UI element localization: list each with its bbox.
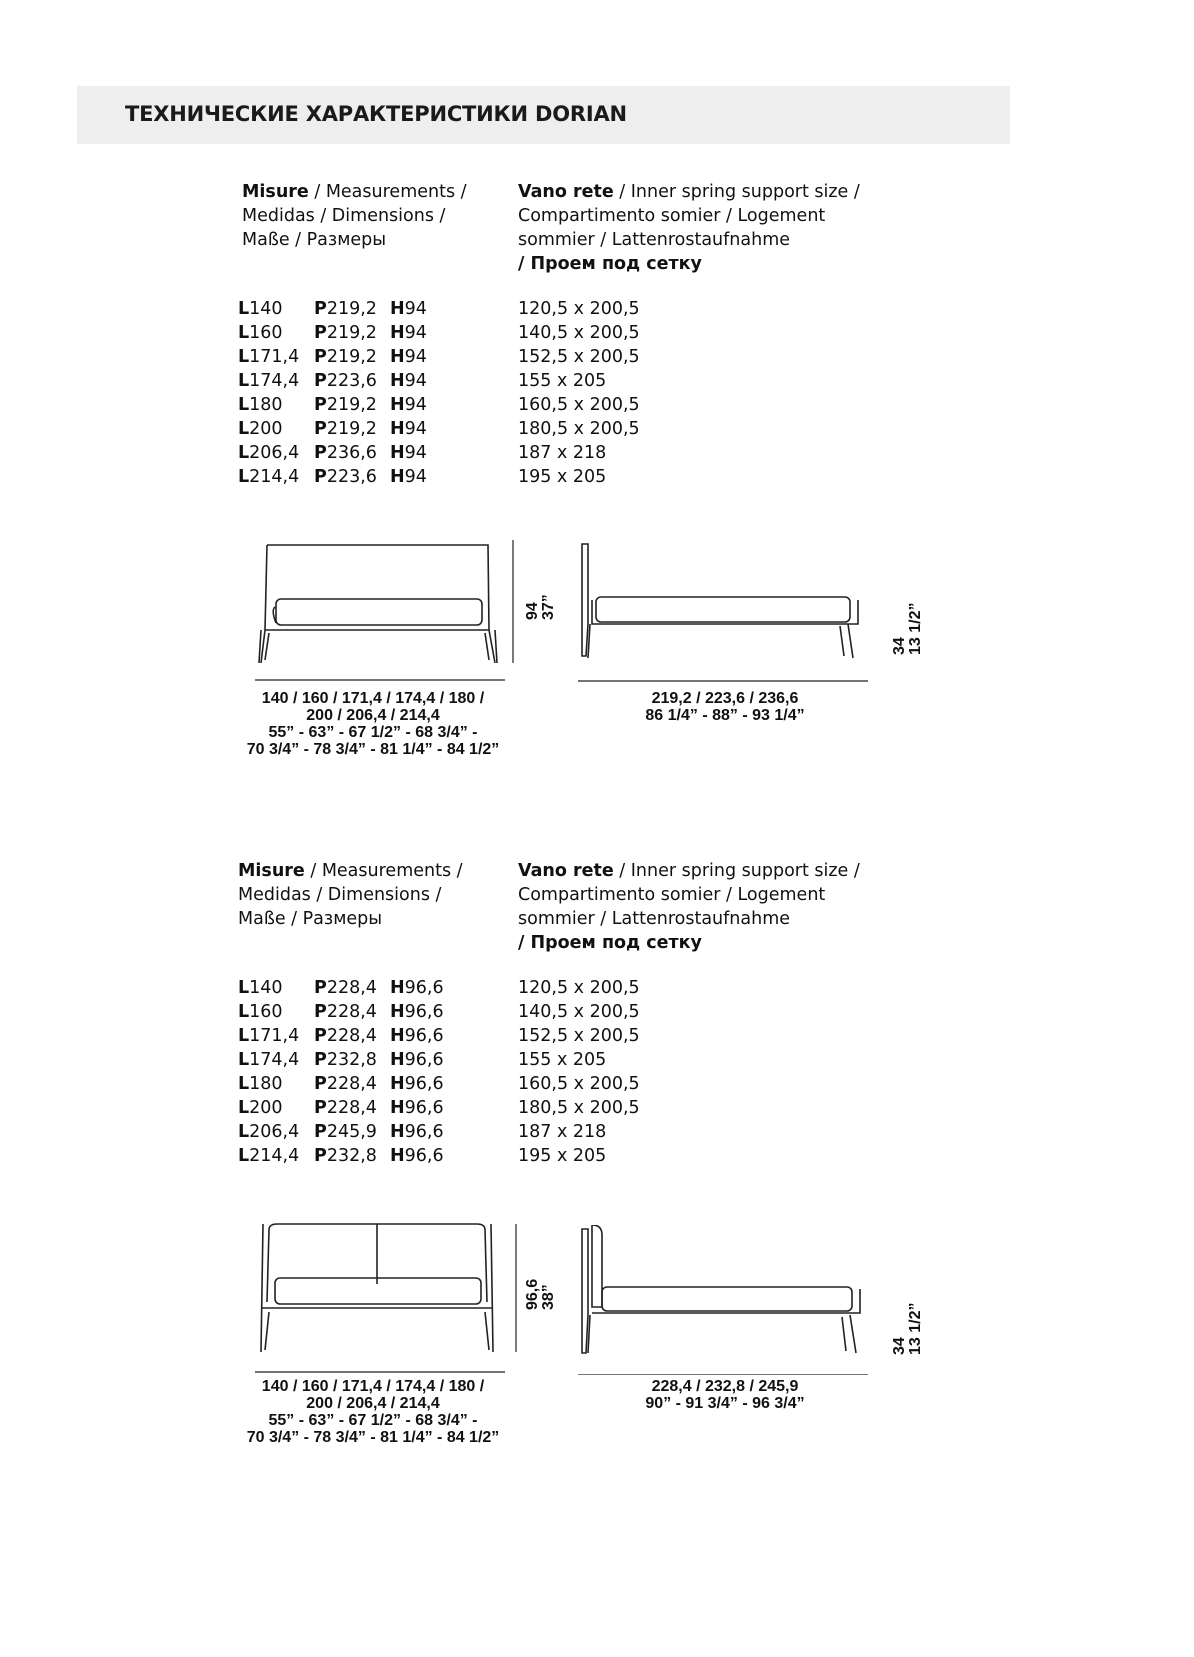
dim-l xyxy=(238,441,299,465)
dim-value: 219,2 xyxy=(326,347,377,367)
front-dim-in-line2: 70 3/4” - 78 3/4” - 81 1/4” - 84 1/2” xyxy=(246,1429,500,1446)
dim-value: 96,6 xyxy=(404,1050,444,1070)
side-dims xyxy=(600,690,850,724)
dim-letter: L xyxy=(238,1002,250,1022)
section-header xyxy=(77,86,1010,144)
dim-l xyxy=(238,1072,283,1096)
dim-l xyxy=(238,1096,283,1120)
height-dim-in: 38” xyxy=(540,1284,557,1310)
dim-p xyxy=(314,441,377,465)
height-dim-label xyxy=(525,1279,557,1310)
side-view-drawing xyxy=(578,540,878,685)
support-label xyxy=(518,859,860,955)
height-dim-in: 37” xyxy=(540,594,557,620)
seat-height-label xyxy=(892,603,924,655)
dim-p xyxy=(314,1072,377,1096)
dim-letter: L xyxy=(238,347,250,367)
measures-label xyxy=(238,859,463,931)
dim-l xyxy=(238,393,283,417)
support-row: 120,5 x 200,5 xyxy=(518,299,640,319)
dim-h xyxy=(390,297,427,321)
dim-value: 96,6 xyxy=(404,1122,444,1142)
support-row: 160,5 x 200,5 xyxy=(518,395,640,415)
dim-h xyxy=(390,345,427,369)
front-dim-in-line2: 70 3/4” - 78 3/4” - 81 1/4” - 84 1/2” xyxy=(246,741,500,758)
dim-p xyxy=(314,417,377,441)
dim-letter: L xyxy=(238,323,250,343)
dim-letter: L xyxy=(238,299,250,319)
dim-value: 232,8 xyxy=(326,1050,377,1070)
dim-letter: P xyxy=(314,467,327,487)
dim-h xyxy=(390,1096,444,1120)
measures-label-line3: Maße / Размеры xyxy=(242,230,387,250)
dim-letter: P xyxy=(314,1026,327,1046)
dim-p xyxy=(314,1096,377,1120)
dim-value: 171,4 xyxy=(249,1026,300,1046)
dim-letter: P xyxy=(314,1002,327,1022)
support-row: 160,5 x 200,5 xyxy=(518,1074,640,1094)
seat-dim-in: 13 1/2” xyxy=(907,602,924,655)
dim-letter: H xyxy=(390,299,405,319)
side-mattress xyxy=(602,1287,852,1311)
dim-l xyxy=(238,297,283,321)
front-dims xyxy=(228,1378,518,1446)
measures-label-line3: Maße / Размеры xyxy=(238,909,383,929)
dim-l xyxy=(238,465,299,489)
dim-letter: P xyxy=(314,299,327,319)
dim-value: 180 xyxy=(249,1074,283,1094)
dim-value: 228,4 xyxy=(326,1026,377,1046)
dim-letter: L xyxy=(238,1146,250,1166)
side-headboard xyxy=(582,1229,588,1353)
dim-value: 200 xyxy=(249,419,283,439)
support-row: 152,5 x 200,5 xyxy=(518,347,640,367)
dim-l xyxy=(238,1048,299,1072)
front-dim-cm-line2: 200 / 206,4 / 214,4 xyxy=(306,707,440,724)
support-label-bold: Vano rete xyxy=(518,861,614,881)
dim-value: 94 xyxy=(404,419,427,439)
dim-h xyxy=(390,1000,444,1024)
dim-value: 206,4 xyxy=(249,443,300,463)
dim-letter: H xyxy=(390,443,405,463)
dim-letter: H xyxy=(390,1122,405,1142)
dim-value: 96,6 xyxy=(404,1026,444,1046)
dim-value: 96,6 xyxy=(404,1098,444,1118)
support-label-line4: / Проем под сетку xyxy=(518,254,702,274)
dim-value: 140 xyxy=(249,299,283,319)
headboard-frame xyxy=(261,545,495,663)
dim-value: 223,6 xyxy=(326,371,377,391)
side-dim-in: 90” - 91 3/4” - 96 3/4” xyxy=(645,1395,805,1412)
dim-value: 214,4 xyxy=(249,1146,300,1166)
dim-l xyxy=(238,345,299,369)
dim-h xyxy=(390,369,427,393)
dim-p xyxy=(314,345,377,369)
side-dims xyxy=(600,1378,850,1412)
support-label-line4: / Проем под сетку xyxy=(518,933,702,953)
height-dim-cm: 94 xyxy=(524,602,541,620)
dim-value: 180 xyxy=(249,395,283,415)
side-view-drawing xyxy=(578,1225,878,1375)
dim-letter: L xyxy=(238,1026,250,1046)
measures-label-line1: / Measurements / xyxy=(308,182,467,202)
support-label-line3: sommier / Lattenrostaufnahme xyxy=(518,909,791,929)
dim-value: 223,6 xyxy=(326,467,377,487)
dim-value: 96,6 xyxy=(404,978,444,998)
dim-h xyxy=(390,1048,444,1072)
dim-letter: H xyxy=(390,1098,405,1118)
dim-letter: L xyxy=(238,1122,250,1142)
dim-l xyxy=(238,369,299,393)
seat-dim-cm: 34 xyxy=(891,637,908,655)
support-row: 152,5 x 200,5 xyxy=(518,1026,640,1046)
dim-value: 94 xyxy=(404,395,427,415)
support-label-line1: / Inner spring support size / xyxy=(613,861,860,881)
front-view-drawing xyxy=(255,535,535,685)
side-mattress xyxy=(596,597,850,622)
side-dim-cm: 228,4 / 232,8 / 245,9 xyxy=(651,1378,799,1395)
dim-l xyxy=(238,1120,299,1144)
dim-value: 96,6 xyxy=(404,1074,444,1094)
dim-value: 94 xyxy=(404,347,427,367)
support-label-line3: sommier / Lattenrostaufnahme xyxy=(518,230,791,250)
dim-p xyxy=(314,297,377,321)
measures-label-line1: / Measurements / xyxy=(304,861,463,881)
dim-l xyxy=(238,976,283,1000)
dim-letter: H xyxy=(390,419,405,439)
dim-letter: P xyxy=(314,395,327,415)
dim-letter: L xyxy=(238,419,250,439)
front-dim-cm-line1: 140 / 160 / 171,4 / 174,4 / 180 / xyxy=(261,1378,485,1395)
front-dim-cm-line1: 140 / 160 / 171,4 / 174,4 / 180 / xyxy=(261,690,485,707)
support-row: 187 x 218 xyxy=(518,1122,607,1142)
dim-letter: P xyxy=(314,419,327,439)
front-dim-in-line1: 55” - 63” - 67 1/2” - 68 3/4” - xyxy=(268,1412,478,1429)
support-list xyxy=(518,976,640,1168)
dim-value: 206,4 xyxy=(249,1122,300,1142)
support-row: 120,5 x 200,5 xyxy=(518,978,640,998)
dim-h xyxy=(390,1072,444,1096)
dim-letter: P xyxy=(314,1050,327,1070)
dim-h xyxy=(390,441,427,465)
dim-l xyxy=(238,1024,299,1048)
dim-letter: L xyxy=(238,443,250,463)
support-row: 187 x 218 xyxy=(518,443,607,463)
dim-letter: L xyxy=(238,978,250,998)
mattress xyxy=(275,1278,481,1304)
dim-value: 96,6 xyxy=(404,1002,444,1022)
dim-value: 94 xyxy=(404,371,427,391)
dim-value: 200 xyxy=(249,1098,283,1118)
dim-value: 94 xyxy=(404,467,427,487)
support-row: 180,5 x 200,5 xyxy=(518,419,640,439)
dim-h xyxy=(390,393,427,417)
dim-letter: P xyxy=(314,1098,327,1118)
dim-value: 94 xyxy=(404,299,427,319)
mattress xyxy=(276,599,482,625)
support-label-line1: / Inner spring support size / xyxy=(613,182,860,202)
dim-value: 96,6 xyxy=(404,1146,444,1166)
page-title: ТЕХНИЧЕСКИЕ ХАРАКТЕРИСТИКИ DORIAN xyxy=(125,102,627,126)
dim-letter: H xyxy=(390,467,405,487)
dim-value: 171,4 xyxy=(249,347,300,367)
dim-p xyxy=(314,1000,377,1024)
dim-letter: P xyxy=(314,1074,327,1094)
dim-letter: L xyxy=(238,1098,250,1118)
seat-dim-cm: 34 xyxy=(891,1337,908,1355)
dim-p xyxy=(314,1120,377,1144)
dim-value: 174,4 xyxy=(249,1050,300,1070)
dim-l xyxy=(238,1144,299,1168)
dim-value: 219,2 xyxy=(326,299,377,319)
dim-value: 160 xyxy=(249,323,283,343)
dim-value: 232,8 xyxy=(326,1146,377,1166)
dim-value: 219,2 xyxy=(326,323,377,343)
front-view-drawing xyxy=(255,1222,535,1377)
front-dim-in-line1: 55” - 63” - 67 1/2” - 68 3/4” - xyxy=(268,724,478,741)
side-headboard xyxy=(582,544,588,656)
dim-value: 140 xyxy=(249,978,283,998)
dim-h xyxy=(390,417,427,441)
dim-l xyxy=(238,417,283,441)
dim-value: 94 xyxy=(404,323,427,343)
dim-letter: P xyxy=(314,1122,327,1142)
support-label xyxy=(518,180,860,276)
headboard-cushions xyxy=(269,1224,487,1302)
dim-p xyxy=(314,369,377,393)
seat-height-label xyxy=(892,1303,924,1355)
dim-p xyxy=(314,1048,377,1072)
seat-dim-in: 13 1/2” xyxy=(907,1302,924,1355)
dim-h xyxy=(390,465,427,489)
support-row: 195 x 205 xyxy=(518,1146,607,1166)
dim-letter: H xyxy=(390,323,405,343)
dim-value: 219,2 xyxy=(326,419,377,439)
dim-letter: H xyxy=(390,978,405,998)
dim-letter: H xyxy=(390,1074,405,1094)
dim-l xyxy=(238,321,283,345)
dim-letter: P xyxy=(314,978,327,998)
support-label-line2: Compartimento somier / Logement xyxy=(518,206,826,226)
dim-letter: H xyxy=(390,347,405,367)
dim-letter: P xyxy=(314,443,327,463)
dim-h xyxy=(390,321,427,345)
dim-letter: H xyxy=(390,395,405,415)
height-dim-cm: 96,6 xyxy=(524,1278,541,1310)
dim-letter: L xyxy=(238,1050,250,1070)
dim-letter: L xyxy=(238,467,250,487)
dim-value: 214,4 xyxy=(249,467,300,487)
support-label-bold: Vano rete xyxy=(518,182,614,202)
dim-value: 174,4 xyxy=(249,371,300,391)
dim-p xyxy=(314,1144,377,1168)
dim-value: 160 xyxy=(249,1002,283,1022)
dim-letter: H xyxy=(390,371,405,391)
dim-value: 228,4 xyxy=(326,1074,377,1094)
dim-value: 228,4 xyxy=(326,1098,377,1118)
dim-value: 228,4 xyxy=(326,1002,377,1022)
measures-label-bold: Misure xyxy=(242,182,309,202)
dim-p xyxy=(314,393,377,417)
dim-value: 236,6 xyxy=(326,443,377,463)
measures-label-line2: Medidas / Dimensions / xyxy=(238,885,442,905)
measures-label xyxy=(242,180,467,252)
dim-letter: P xyxy=(314,347,327,367)
dim-p xyxy=(314,465,377,489)
dim-value: 228,4 xyxy=(326,978,377,998)
support-row: 180,5 x 200,5 xyxy=(518,1098,640,1118)
support-label-line2: Compartimento somier / Logement xyxy=(518,885,826,905)
dim-value: 94 xyxy=(404,443,427,463)
dim-value: 219,2 xyxy=(326,395,377,415)
support-row: 155 x 205 xyxy=(518,1050,607,1070)
dim-value: 245,9 xyxy=(326,1122,377,1142)
side-cushion xyxy=(592,1225,602,1307)
dim-p xyxy=(314,1024,377,1048)
front-dim-cm-line2: 200 / 206,4 / 214,4 xyxy=(306,1395,440,1412)
dim-h xyxy=(390,1120,444,1144)
support-row: 140,5 x 200,5 xyxy=(518,323,640,343)
dim-letter: H xyxy=(390,1026,405,1046)
dim-l xyxy=(238,1000,283,1024)
support-row: 140,5 x 200,5 xyxy=(518,1002,640,1022)
dim-letter: H xyxy=(390,1002,405,1022)
side-dim-cm: 219,2 / 223,6 / 236,6 xyxy=(651,690,799,707)
dim-letter: H xyxy=(390,1050,405,1070)
dim-letter: P xyxy=(314,371,327,391)
dim-h xyxy=(390,1024,444,1048)
measures-label-bold: Misure xyxy=(238,861,305,881)
dim-letter: L xyxy=(238,395,250,415)
dim-letter: P xyxy=(314,1146,327,1166)
dim-p xyxy=(314,976,377,1000)
height-dim-label xyxy=(525,594,557,620)
measures-label-line2: Medidas / Dimensions / xyxy=(242,206,446,226)
dim-h xyxy=(390,976,444,1000)
dim-letter: P xyxy=(314,323,327,343)
dim-letter: H xyxy=(390,1146,405,1166)
support-row: 195 x 205 xyxy=(518,467,607,487)
side-dim-in: 86 1/4” - 88” - 93 1/4” xyxy=(645,707,805,724)
dim-p xyxy=(314,321,377,345)
support-list xyxy=(518,297,640,489)
dim-h xyxy=(390,1144,444,1168)
support-row: 155 x 205 xyxy=(518,371,607,391)
front-dims xyxy=(228,690,518,758)
dim-letter: L xyxy=(238,371,250,391)
dim-letter: L xyxy=(238,1074,250,1094)
